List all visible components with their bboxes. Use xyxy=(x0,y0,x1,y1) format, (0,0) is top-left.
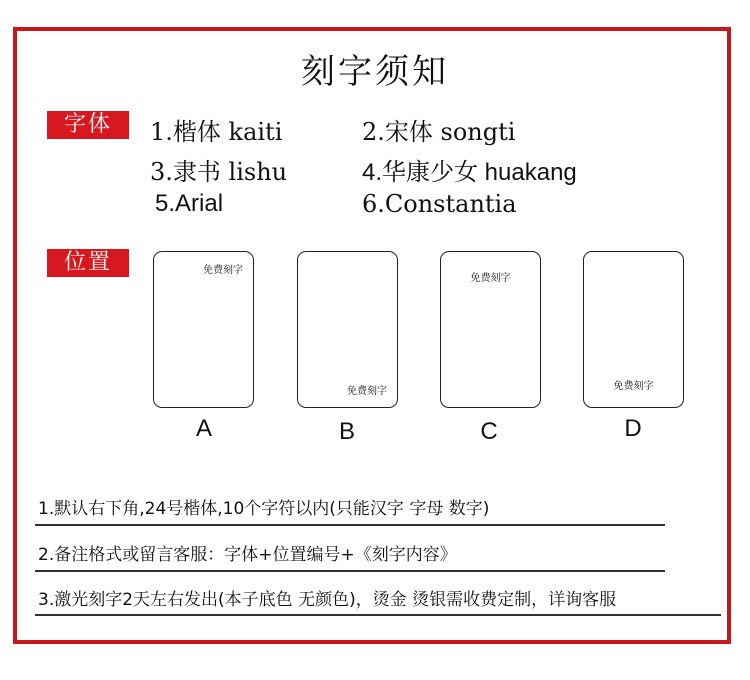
engraving-sample-text: 免费刻字 xyxy=(613,381,654,392)
position-label-a: A xyxy=(195,415,212,442)
note-1: 1.默认右下角,24号楷体,10个字符以内(只能汉字 字母 数字) xyxy=(38,499,490,519)
note-3: 3.激光刻字2天左右发出(本子底色 无颜色)，烫金 烫银需收费定制，详询客服 xyxy=(38,590,617,610)
divider xyxy=(35,524,665,526)
font-option-constantia: 6.Constantia xyxy=(362,190,517,218)
position-section-tag: 位置 xyxy=(47,249,129,277)
engraving-sample-text: 免费刻字 xyxy=(347,386,387,397)
font-section-tag: 字体 xyxy=(47,111,129,139)
page-title: 刻字须知 xyxy=(301,52,449,92)
divider xyxy=(35,570,665,572)
position-label-d: D xyxy=(624,415,642,442)
position-card-b xyxy=(297,251,398,408)
note-2: 2.备注格式或留言客服：字体+位置编号+《刻字内容》 xyxy=(38,545,457,565)
engraving-sample-text: 免费刻字 xyxy=(470,273,511,284)
font-option-huakang: 4.华康少女 huakang xyxy=(362,159,577,186)
font-option-lishu: 3.隶书 lishu xyxy=(150,158,288,186)
font-option-songti: 2.宋体 songti xyxy=(362,118,516,146)
engraving-sample-text: 免费刻字 xyxy=(203,265,243,276)
divider xyxy=(35,614,721,616)
position-card-c xyxy=(440,251,541,408)
font-option-kaiti: 1.楷体 kaiti xyxy=(150,118,283,146)
position-label-c: C xyxy=(480,418,498,445)
font-option-arial: 5.Arial xyxy=(155,190,224,217)
position-card-d xyxy=(583,251,684,408)
position-card-a xyxy=(153,251,254,408)
position-label-b: B xyxy=(338,418,355,445)
